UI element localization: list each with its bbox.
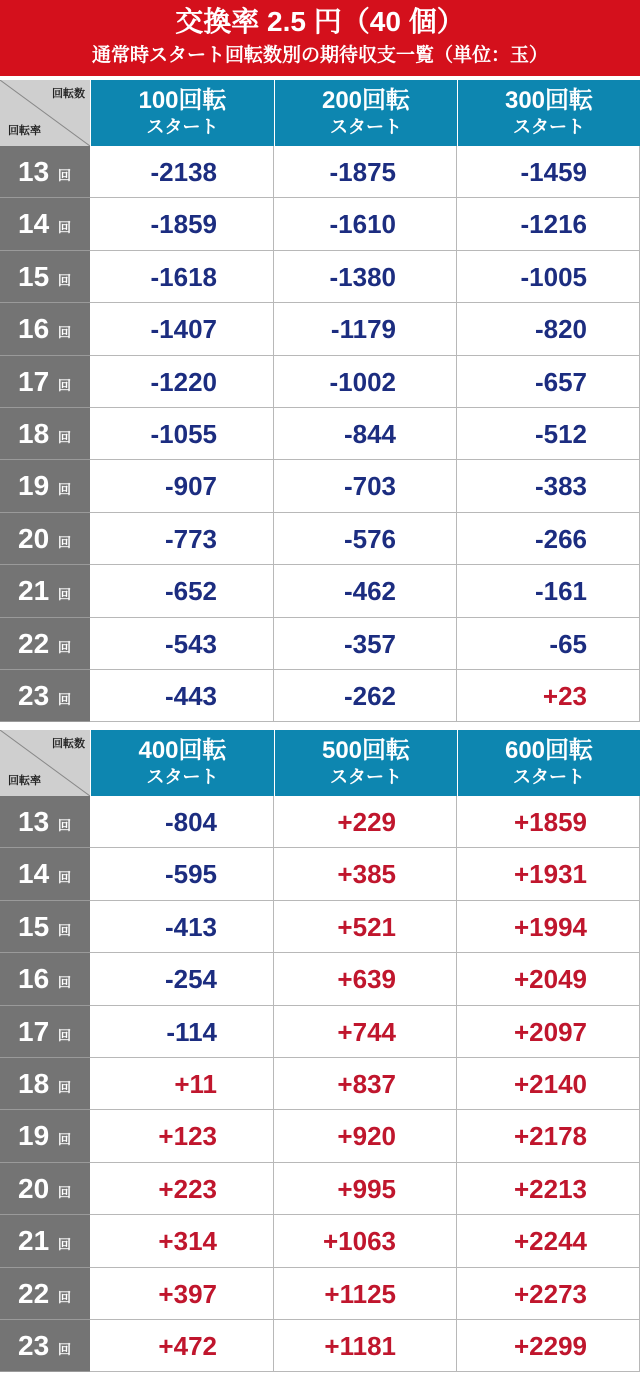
column-header-start: スタート — [330, 117, 402, 137]
value-cell — [274, 901, 457, 953]
expected-value: +837 — [337, 1069, 396, 1099]
expected-value: -413 — [164, 911, 217, 942]
expected-value: +1063 — [322, 1226, 396, 1257]
expected-value: +223 — [158, 1173, 217, 1204]
value-cell — [457, 565, 640, 617]
column-header — [275, 730, 457, 796]
column-header — [458, 80, 640, 146]
column-header-start: スタート — [330, 767, 402, 787]
row-label-unit: 回 — [58, 1184, 72, 1200]
expected-value: +397 — [158, 1278, 217, 1309]
value-cell — [90, 356, 274, 408]
value-cell — [457, 1163, 640, 1215]
value-cell — [90, 146, 274, 198]
row-label-unit: 回 — [58, 1132, 72, 1148]
expected-value: -114 — [166, 1016, 217, 1047]
value-cell — [274, 1110, 457, 1162]
expected-value: -1380 — [329, 261, 396, 292]
value-cell — [457, 670, 640, 722]
row-label-number: 19 — [18, 1120, 50, 1152]
table-row — [0, 953, 640, 1005]
value-cell — [90, 848, 274, 900]
row-label — [0, 198, 90, 250]
expected-value: -1859 — [150, 209, 217, 240]
value-cell — [457, 251, 640, 303]
row-label-unit: 回 — [58, 1237, 72, 1253]
row-label — [0, 513, 90, 565]
corner-cell — [0, 80, 90, 146]
column-header — [275, 80, 457, 146]
expected-value: +229 — [337, 807, 396, 837]
row-label-unit: 回 — [58, 272, 72, 288]
expected-value: +2299 — [513, 1331, 587, 1361]
value-cell — [90, 513, 274, 565]
page-subtitle: 通常時スタート回転数別の期待収支一覧（単位：玉） — [91, 45, 548, 66]
expected-value: +1181 — [324, 1331, 396, 1361]
expected-value: +521 — [337, 911, 396, 942]
value-cell — [90, 408, 274, 460]
value-cell — [457, 1215, 640, 1267]
row-label-number: 18 — [18, 1068, 50, 1099]
expected-value: +1931 — [513, 859, 587, 890]
expected-value: -773 — [164, 523, 217, 554]
row-label-unit: 回 — [58, 325, 72, 341]
value-cell — [274, 1006, 457, 1058]
expected-value: -1875 — [329, 157, 396, 187]
row-label — [0, 670, 90, 722]
expected-value: -1618 — [150, 261, 217, 292]
column-header-spins: 600回転 — [504, 737, 594, 764]
expected-value: -1055 — [150, 419, 217, 449]
row-label-number: 13 — [18, 156, 50, 187]
expected-value: -161 — [534, 576, 587, 607]
expected-value: -383 — [534, 471, 587, 502]
value-cell — [457, 198, 640, 250]
expected-value: -703 — [343, 471, 396, 502]
row-label-unit: 回 — [58, 639, 72, 655]
table-row — [0, 1320, 640, 1372]
expected-value: -443 — [164, 681, 217, 711]
value-cell — [90, 1320, 274, 1372]
value-cell — [274, 251, 457, 303]
expected-value: +920 — [337, 1121, 396, 1152]
expected-value: +744 — [337, 1016, 396, 1047]
expected-value: +2244 — [513, 1226, 587, 1257]
column-header-start: スタート — [146, 117, 219, 137]
row-label — [0, 1110, 90, 1162]
row-label — [0, 618, 90, 670]
expected-value: -1459 — [520, 157, 587, 187]
row-label-number: 17 — [18, 365, 50, 397]
value-cell — [90, 303, 274, 355]
row-label — [0, 146, 90, 198]
row-label-number: 22 — [18, 627, 50, 659]
row-label-number: 22 — [18, 1277, 50, 1309]
row-label-number: 15 — [18, 910, 50, 942]
expected-value: +2213 — [513, 1173, 587, 1204]
value-cell — [90, 1110, 274, 1162]
value-cell — [457, 146, 640, 198]
value-cell — [274, 1268, 457, 1320]
value-cell — [90, 251, 274, 303]
row-label-unit: 回 — [58, 870, 72, 886]
value-cell — [457, 1006, 640, 1058]
column-header-spins: 400回転 — [138, 737, 227, 764]
row-label-number: 16 — [18, 313, 50, 345]
expected-value: +23 — [542, 681, 587, 711]
row-label-unit: 回 — [58, 922, 72, 938]
row-label-number: 15 — [18, 260, 50, 292]
value-cell — [274, 618, 457, 670]
value-cell — [274, 1058, 457, 1110]
table-row — [0, 460, 640, 512]
value-cell — [457, 356, 640, 408]
row-label-number: 14 — [18, 858, 50, 890]
expected-value: -844 — [343, 419, 396, 449]
expected-value: +314 — [158, 1226, 217, 1257]
table-row — [0, 670, 640, 722]
value-cell — [457, 303, 640, 355]
expected-value: +2049 — [513, 964, 587, 995]
value-cell — [274, 1215, 457, 1267]
value-cell — [274, 408, 457, 460]
value-cell — [457, 513, 640, 565]
column-header-spins: 300回転 — [504, 87, 594, 114]
page-title: 交換率 2.5 円（40 個） — [175, 6, 465, 37]
row-label-number: 20 — [18, 522, 50, 554]
corner-top-label: 回転数 — [52, 88, 85, 100]
column-header-start: スタート — [513, 117, 585, 137]
value-cell — [274, 670, 457, 722]
row-label-unit: 回 — [58, 220, 72, 236]
value-cell — [274, 796, 457, 848]
value-cell — [457, 848, 640, 900]
expected-value: -576 — [343, 523, 396, 554]
table-row — [0, 1110, 640, 1162]
value-cell — [274, 460, 457, 512]
expected-value: -595 — [164, 859, 217, 890]
expected-value: +995 — [337, 1173, 396, 1204]
expected-value: -1179 — [330, 314, 396, 345]
value-cell — [90, 796, 274, 848]
value-cell — [274, 848, 457, 900]
table-row — [0, 146, 640, 198]
expected-value: -820 — [534, 314, 587, 345]
value-cell — [90, 1006, 274, 1058]
corner-cell — [0, 730, 90, 796]
table-row — [0, 408, 640, 460]
expected-value: -1220 — [150, 366, 217, 397]
row-label-unit: 回 — [58, 1289, 72, 1305]
value-cell — [457, 618, 640, 670]
row-label — [0, 1268, 90, 1320]
table-row — [0, 901, 640, 953]
column-header-spins: 500回転 — [321, 737, 411, 764]
table-row — [0, 1058, 640, 1110]
expected-value: -462 — [343, 576, 396, 607]
value-cell — [274, 953, 457, 1005]
expected-value: -1407 — [150, 314, 217, 345]
title-banner — [0, 0, 640, 76]
table-header — [0, 730, 640, 796]
row-label — [0, 408, 90, 460]
row-label-unit: 回 — [58, 430, 72, 445]
expected-value: -804 — [164, 807, 217, 837]
expected-value: +472 — [158, 1331, 217, 1361]
row-label — [0, 953, 90, 1005]
value-cell — [274, 1163, 457, 1215]
expected-value: +2178 — [513, 1121, 587, 1152]
value-cell — [90, 618, 274, 670]
value-cell — [90, 1163, 274, 1215]
table-row — [0, 303, 640, 355]
expected-value: -907 — [164, 471, 217, 502]
expected-value: -512 — [534, 419, 587, 449]
expected-value: -266 — [534, 523, 587, 554]
value-cell — [90, 1215, 274, 1267]
row-label-unit: 回 — [58, 1342, 72, 1357]
row-label-number: 18 — [18, 418, 50, 449]
expected-value: +1125 — [324, 1278, 396, 1309]
expected-value: -1610 — [329, 209, 396, 240]
table-row — [0, 1006, 640, 1058]
table-header — [0, 80, 640, 146]
expected-value: -262 — [343, 681, 396, 711]
value-cell — [90, 565, 274, 617]
row-label-unit: 回 — [58, 692, 72, 707]
row-label-number: 23 — [18, 680, 50, 711]
row-label-number: 14 — [18, 208, 50, 240]
row-label-number: 23 — [18, 1330, 50, 1361]
expected-value: -254 — [164, 964, 217, 995]
expected-value: -357 — [343, 628, 396, 659]
corner-bottom-label: 回転率 — [8, 125, 41, 137]
row-label-number: 17 — [18, 1015, 50, 1047]
value-cell — [274, 356, 457, 408]
value-cell — [457, 1110, 640, 1162]
row-label — [0, 1320, 90, 1372]
row-label-unit: 回 — [58, 975, 72, 991]
expected-value: +2273 — [513, 1278, 587, 1309]
table-row — [0, 513, 640, 565]
corner-bottom-label: 回転率 — [8, 775, 41, 787]
table-row — [0, 198, 640, 250]
expected-value: +123 — [158, 1121, 217, 1152]
value-cell — [457, 460, 640, 512]
value-cell — [274, 565, 457, 617]
column-header — [458, 730, 640, 796]
row-label — [0, 1006, 90, 1058]
row-label — [0, 251, 90, 303]
value-cell — [90, 198, 274, 250]
row-label — [0, 848, 90, 900]
expected-value: +639 — [337, 964, 396, 995]
expected-value: +385 — [337, 859, 396, 890]
value-cell — [457, 408, 640, 460]
row-label-number: 16 — [18, 963, 50, 995]
row-label — [0, 303, 90, 355]
expected-value: -1002 — [329, 366, 396, 397]
value-cell — [457, 953, 640, 1005]
table-row — [0, 251, 640, 303]
row-label-number: 21 — [18, 1225, 50, 1257]
row-label-number: 20 — [18, 1172, 50, 1204]
value-cell — [274, 146, 457, 198]
value-cell — [457, 1058, 640, 1110]
value-cell — [90, 1268, 274, 1320]
row-label-unit: 回 — [58, 1027, 72, 1043]
expected-value: -1005 — [520, 261, 587, 292]
table-row — [0, 1268, 640, 1320]
expected-value: -65 — [549, 628, 587, 659]
expected-value: +2140 — [513, 1069, 587, 1099]
table-row — [0, 1215, 640, 1267]
row-label — [0, 901, 90, 953]
expected-value: -652 — [164, 576, 217, 607]
row-label-number: 21 — [18, 575, 50, 607]
expected-value: +11 — [174, 1069, 217, 1099]
expected-value: -2138 — [150, 157, 217, 187]
expected-value: -1216 — [520, 209, 587, 240]
table-row — [0, 356, 640, 408]
value-cell — [90, 1058, 274, 1110]
table-row — [0, 618, 640, 670]
table-row — [0, 565, 640, 617]
value-cell — [274, 513, 457, 565]
value-cell — [274, 1320, 457, 1372]
column-header-spins: 200回転 — [321, 87, 411, 114]
row-label-unit: 回 — [58, 377, 72, 393]
table-row — [0, 796, 640, 848]
row-label-number: 19 — [18, 470, 50, 502]
row-label — [0, 796, 90, 848]
row-label-number: 13 — [18, 806, 50, 837]
column-header-spins: 100回転 — [138, 87, 227, 114]
corner-top-label: 回転数 — [52, 738, 85, 750]
table-row — [0, 848, 640, 900]
value-cell — [274, 198, 457, 250]
row-label-unit: 回 — [58, 168, 72, 183]
value-cell — [457, 1268, 640, 1320]
expected-value: +1994 — [513, 911, 587, 942]
expected-value: +1859 — [513, 807, 587, 837]
value-cell — [90, 953, 274, 1005]
value-cell — [90, 460, 274, 512]
row-label-unit: 回 — [58, 482, 72, 498]
row-label-unit: 回 — [58, 587, 72, 603]
value-cell — [457, 1320, 640, 1372]
row-label-unit: 回 — [58, 534, 72, 550]
payout-table-2 — [0, 730, 640, 1372]
column-header — [91, 730, 274, 796]
row-label — [0, 460, 90, 512]
value-cell — [457, 901, 640, 953]
row-label-unit: 回 — [58, 818, 72, 833]
row-label-unit: 回 — [58, 1080, 72, 1095]
column-header — [91, 80, 274, 146]
expected-value: -657 — [534, 366, 587, 397]
row-label — [0, 1163, 90, 1215]
value-cell — [90, 901, 274, 953]
expected-value: +2097 — [513, 1016, 587, 1047]
column-header-start: スタート — [513, 767, 585, 787]
value-cell — [90, 670, 274, 722]
expected-value: -543 — [164, 628, 217, 659]
row-label — [0, 1215, 90, 1267]
row-label — [0, 1058, 90, 1110]
row-label — [0, 356, 90, 408]
payout-table-1 — [0, 80, 640, 722]
table-row — [0, 1163, 640, 1215]
value-cell — [274, 303, 457, 355]
row-label — [0, 565, 90, 617]
value-cell — [457, 796, 640, 848]
column-header-start: スタート — [146, 767, 219, 787]
